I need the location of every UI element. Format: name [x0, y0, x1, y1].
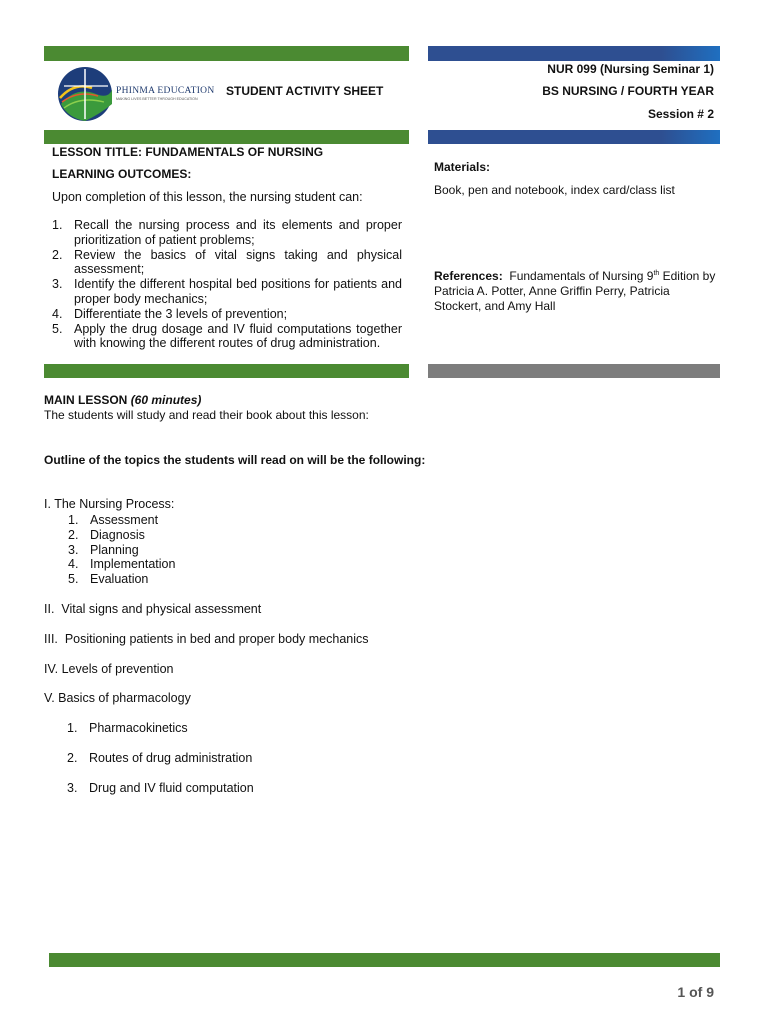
- page-number: 1 of 9: [677, 984, 714, 1000]
- topic-5-item: 2. Routes of drug administration: [67, 751, 253, 765]
- list-item: 2. Diagnosis: [68, 527, 145, 542]
- outline-heading: Outline of the topics the students will read on will be the following:: [44, 453, 426, 467]
- top-left-green-bar: [44, 46, 409, 61]
- references-sup: th: [653, 270, 660, 277]
- list-item: 3. Identify the different hospital bed positions for patients and proper body mechanics;: [52, 277, 402, 306]
- materials-heading: Materials:: [434, 160, 491, 174]
- list-item: 4. Implementation: [68, 557, 176, 572]
- list-item: 3. Planning: [68, 542, 139, 557]
- main-lesson-heading: MAIN LESSON (60 minutes): [44, 393, 202, 407]
- topic-4: IV. Levels of prevention: [44, 662, 174, 676]
- list-item: 5. Evaluation: [68, 572, 149, 587]
- footer-green-bar: [49, 953, 720, 967]
- topic-1-list: [68, 513, 175, 587]
- list-item: 1. Recall the nursing process and its elements and proper prioritization of patient problems;: [52, 218, 402, 247]
- logo-tagline: MAKING LIVES BETTER THROUGH EDUCATION: [116, 97, 198, 101]
- phinma-logo: [56, 64, 214, 126]
- references-label: References:: [434, 269, 503, 283]
- topic-5-title: V. Basics of pharmacology: [44, 691, 191, 705]
- list-item: 2. Review the basics of vital signs taking and physical assessment;: [52, 247, 402, 277]
- materials-text: Book, pen and notebook, index card/class list: [434, 183, 675, 197]
- references: [434, 266, 718, 314]
- learning-outcomes-heading: LEARNING OUTCOMES:: [52, 167, 192, 181]
- topic-3: III. Positioning patients in bed and proper body mechanics: [44, 632, 369, 646]
- list-item: 4. Differentiate the 3 levels of prevention;: [52, 306, 288, 321]
- lesson-title: LESSON TITLE: FUNDAMENTALS OF NURSING: [52, 145, 324, 159]
- section-left-green-bar: [44, 130, 409, 144]
- topic-2: II. Vital signs and physical assessment: [44, 602, 262, 616]
- course-code: NUR 099 (Nursing Seminar 1): [547, 62, 714, 76]
- program-year: BS NURSING / FOURTH YEAR: [542, 84, 714, 98]
- top-right-blue-bar: [428, 46, 720, 61]
- topic-5-item: 1. Pharmacokinetics: [67, 721, 188, 735]
- references-text-1: Fundamentals of Nursing 9: [509, 269, 654, 283]
- main-lesson-intro: The students will study and read their book about this lesson:: [44, 408, 369, 422]
- divider-left-green-bar: [44, 364, 409, 378]
- logo-text: PHINMA EDUCATION: [116, 86, 215, 96]
- topic-5-item: 3. Drug and IV fluid computation: [67, 781, 254, 795]
- section-right-blue-bar: [428, 130, 720, 144]
- list-item: 1. Assessment: [68, 513, 159, 527]
- topic-1-title: I. The Nursing Process:: [44, 497, 175, 511]
- outcomes-intro: Upon completion of this lesson, the nursing student can:: [52, 190, 363, 204]
- learning-outcomes-list: [52, 218, 402, 351]
- divider-right-gray-bar: [428, 364, 720, 378]
- sheet-title: STUDENT ACTIVITY SHEET: [226, 84, 384, 98]
- references-text-2: Edition by Patricia A. Potter, Anne Griffin Perry, Patricia Stockert, and Amy Hall: [434, 269, 716, 313]
- list-item: 5. Apply the drug dosage and IV fluid computations together with knowing the different routes of drug administration.: [52, 321, 402, 351]
- phinma-logo-icon: [56, 64, 114, 124]
- session-number: Session # 2: [647, 107, 714, 121]
